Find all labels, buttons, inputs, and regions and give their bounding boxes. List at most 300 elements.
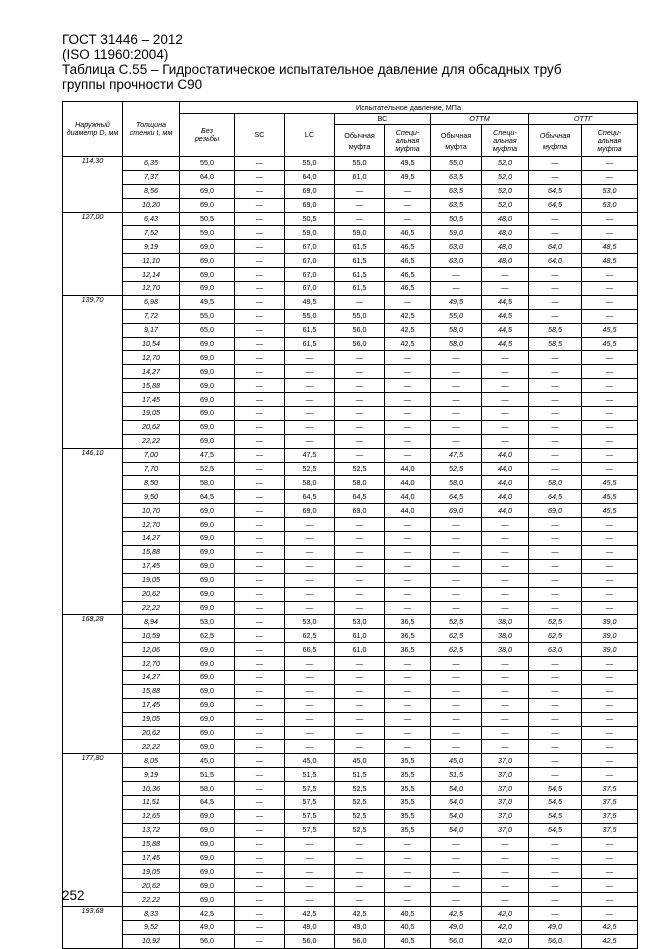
- pressure-cell: 49,0: [335, 920, 385, 934]
- pressure-cell: —: [385, 670, 431, 684]
- pressure-cell: 59,0: [180, 226, 235, 240]
- pressure-cell: 63,0: [431, 240, 482, 254]
- thickness-cell: 19,05: [123, 573, 180, 587]
- thickness-cell: 9,19: [123, 240, 180, 254]
- table-row: [63, 365, 638, 379]
- pressure-cell: 54,5: [529, 809, 582, 823]
- pressure-cell: —: [235, 865, 285, 879]
- pressure-cell: —: [235, 684, 285, 698]
- pressure-cell: —: [235, 240, 285, 254]
- table-row: [63, 559, 638, 573]
- pressure-cell: 47,5: [431, 448, 482, 462]
- pressure-cell: —: [529, 407, 582, 421]
- pressure-cell: —: [582, 268, 638, 282]
- pressure-cell: —: [529, 393, 582, 407]
- table-row: [63, 337, 638, 351]
- pressure-cell: —: [235, 768, 285, 782]
- pressure-cell: 69,0: [180, 532, 235, 546]
- pressure-cell: —: [482, 657, 529, 671]
- table-row: [63, 184, 638, 198]
- pressure-cell: —: [335, 740, 385, 754]
- pressure-cell: 53,0: [582, 184, 638, 198]
- pressure-cell: —: [335, 573, 385, 587]
- col-header-lc: LC: [285, 114, 335, 157]
- table-row: [63, 629, 638, 643]
- pressure-cell: —: [235, 448, 285, 462]
- pressure-cell: 45,0: [335, 754, 385, 768]
- pressure-cell: —: [335, 879, 385, 893]
- pressure-cell: —: [335, 587, 385, 601]
- pressure-cell: —: [385, 684, 431, 698]
- table-row: [63, 670, 638, 684]
- pressure-cell: —: [285, 601, 335, 615]
- pressure-cell: —: [582, 351, 638, 365]
- table-row: [63, 893, 638, 907]
- table-row: [63, 532, 638, 546]
- thickness-cell: 10,36: [123, 782, 180, 796]
- pressure-cell: 55,0: [285, 157, 335, 171]
- col-header-ottm: ОТТМ: [431, 114, 529, 125]
- pressure-cell: 44,0: [385, 504, 431, 518]
- pressure-cell: 58,0: [180, 476, 235, 490]
- table-row: [63, 476, 638, 490]
- pressure-cell: —: [529, 684, 582, 698]
- pressure-cell: —: [529, 212, 582, 226]
- pressure-cell: 54,0: [431, 823, 482, 837]
- pressure-cell: —: [385, 657, 431, 671]
- thickness-cell: 10,20: [123, 198, 180, 212]
- pressure-cell: —: [285, 407, 335, 421]
- pressure-cell: —: [335, 712, 385, 726]
- thickness-cell: 22,22: [123, 740, 180, 754]
- pressure-cell: 48,5: [582, 254, 638, 268]
- pressure-cell: —: [529, 573, 582, 587]
- pressure-cell: 38,0: [482, 615, 529, 629]
- pressure-cell: 61,0: [335, 629, 385, 643]
- pressure-cell: —: [335, 198, 385, 212]
- pressure-cell: 57,5: [285, 782, 335, 796]
- pressure-cell: —: [235, 323, 285, 337]
- pressure-cell: —: [385, 532, 431, 546]
- pressure-cell: 49,5: [431, 295, 482, 309]
- pressure-cell: —: [529, 893, 582, 907]
- pressure-cell: —: [335, 407, 385, 421]
- pressure-cell: 52,5: [180, 462, 235, 476]
- pressure-cell: 49,5: [385, 157, 431, 171]
- pressure-cell: 63,5: [431, 170, 482, 184]
- thickness-cell: 20,62: [123, 726, 180, 740]
- table-row: [63, 754, 638, 768]
- pressure-cell: —: [335, 893, 385, 907]
- col-header-bc: ВС: [335, 114, 431, 125]
- pressure-cell: 69,0: [180, 573, 235, 587]
- pressure-cell: —: [582, 893, 638, 907]
- table-row: [63, 504, 638, 518]
- thickness-cell: 8,33: [123, 907, 180, 921]
- pressure-cell: 45,5: [582, 476, 638, 490]
- thickness-cell: 9,50: [123, 490, 180, 504]
- pressure-cell: 50,5: [285, 212, 335, 226]
- pressure-cell: —: [285, 587, 335, 601]
- pressure-cell: —: [235, 809, 285, 823]
- diameter-cell: 127,00: [63, 212, 123, 295]
- pressure-cell: 69,0: [180, 198, 235, 212]
- table-row: [63, 282, 638, 296]
- pressure-cell: 51,5: [180, 768, 235, 782]
- pressure-cell: —: [385, 379, 431, 393]
- col-header-ottg-special: Специ-альная муфта: [582, 125, 638, 157]
- pressure-cell: —: [385, 698, 431, 712]
- pressure-cell: —: [235, 504, 285, 518]
- pressure-cell: —: [235, 518, 285, 532]
- thickness-cell: 10,54: [123, 337, 180, 351]
- pressure-cell: 44,0: [385, 490, 431, 504]
- thickness-cell: 6,43: [123, 212, 180, 226]
- pressure-cell: —: [235, 282, 285, 296]
- pressure-cell: —: [529, 268, 582, 282]
- pressure-cell: —: [482, 740, 529, 754]
- pressure-cell: —: [385, 573, 431, 587]
- pressure-cell: —: [235, 407, 285, 421]
- pressure-cell: 69,0: [180, 684, 235, 698]
- pressure-cell: 69,0: [180, 240, 235, 254]
- thickness-cell: 14,27: [123, 532, 180, 546]
- table-row: [63, 907, 638, 921]
- pressure-cell: —: [235, 934, 285, 948]
- pressure-cell: —: [235, 851, 285, 865]
- pressure-cell: 39,0: [582, 629, 638, 643]
- pressure-cell: 63,0: [529, 643, 582, 657]
- pressure-cell: —: [385, 545, 431, 559]
- pressure-cell: 45,0: [180, 754, 235, 768]
- pressure-cell: 64,5: [529, 184, 582, 198]
- col-header-diameter: Наружный диаметр D, мм: [63, 102, 123, 157]
- pressure-cell: 53,0: [180, 615, 235, 629]
- pressure-cell: —: [582, 712, 638, 726]
- pressure-cell: —: [235, 212, 285, 226]
- pressure-cell: 67,0: [285, 282, 335, 296]
- pressure-cell: 69,0: [180, 282, 235, 296]
- pressure-cell: 37,0: [482, 809, 529, 823]
- table-row: [63, 615, 638, 629]
- pressure-cell: 35,5: [385, 782, 431, 796]
- col-header-thickness: Толщина стенки t, мм: [123, 102, 180, 157]
- pressure-cell: —: [582, 907, 638, 921]
- pressure-cell: —: [235, 893, 285, 907]
- pressure-cell: —: [529, 532, 582, 546]
- pressure-cell: 59,0: [285, 226, 335, 240]
- pressure-cell: 44,0: [385, 476, 431, 490]
- pressure-cell: 52,5: [335, 809, 385, 823]
- pressure-cell: 69,0: [285, 184, 335, 198]
- pressure-cell: 65,0: [180, 323, 235, 337]
- pressure-cell: —: [431, 893, 482, 907]
- pressure-cell: 61,5: [285, 337, 335, 351]
- pressure-cell: 52,0: [482, 170, 529, 184]
- table-row: [63, 420, 638, 434]
- pressure-cell: —: [582, 865, 638, 879]
- pressure-cell: —: [529, 282, 582, 296]
- pressure-cell: 48,0: [482, 226, 529, 240]
- table-row: [63, 643, 638, 657]
- pressure-cell: —: [482, 712, 529, 726]
- page-number: 252: [62, 888, 85, 903]
- pressure-cell: 54,5: [529, 795, 582, 809]
- thickness-cell: 8,94: [123, 615, 180, 629]
- pressure-cell: —: [335, 698, 385, 712]
- pressure-cell: —: [385, 295, 431, 309]
- pressure-cell: —: [482, 518, 529, 532]
- pressure-cell: 69,0: [180, 712, 235, 726]
- pressure-cell: 58,0: [529, 476, 582, 490]
- pressure-cell: 52,5: [335, 462, 385, 476]
- pressure-cell: 52,5: [335, 823, 385, 837]
- thickness-cell: 13,72: [123, 823, 180, 837]
- col-header-sc: SC: [235, 114, 285, 157]
- pressure-cell: —: [431, 282, 482, 296]
- pressure-cell: —: [431, 393, 482, 407]
- pressure-cell: —: [285, 726, 335, 740]
- pressure-cell: —: [529, 434, 582, 448]
- table-row: [63, 379, 638, 393]
- pressure-cell: 58,0: [285, 476, 335, 490]
- pressure-cell: —: [285, 657, 335, 671]
- pressure-cell: 49,5: [385, 170, 431, 184]
- table-row: [63, 823, 638, 837]
- pressure-cell: 52,5: [431, 462, 482, 476]
- pressure-cell: —: [582, 212, 638, 226]
- pressure-cell: —: [235, 295, 285, 309]
- pressure-cell: 36,5: [385, 629, 431, 643]
- pressure-cell: 64,5: [431, 490, 482, 504]
- thickness-cell: 8,56: [123, 184, 180, 198]
- pressure-cell: —: [582, 837, 638, 851]
- pressure-cell: —: [285, 351, 335, 365]
- pressure-cell: —: [482, 420, 529, 434]
- pressure-cell: —: [235, 837, 285, 851]
- pressure-cell: 42,5: [385, 337, 431, 351]
- pressure-cell: 45,5: [582, 490, 638, 504]
- pressure-cell: —: [431, 365, 482, 379]
- pressure-cell: —: [285, 573, 335, 587]
- table-row: [63, 684, 638, 698]
- pressure-cell: —: [431, 657, 482, 671]
- pressure-cell: —: [235, 601, 285, 615]
- thickness-cell: 17,45: [123, 559, 180, 573]
- pressure-cell: 64,0: [529, 254, 582, 268]
- pressure-cell: 67,0: [285, 240, 335, 254]
- pressure-cell: 69,0: [180, 893, 235, 907]
- pressure-cell: —: [335, 295, 385, 309]
- pressure-cell: 69,0: [180, 254, 235, 268]
- pressure-cell: —: [385, 726, 431, 740]
- pressure-cell: 44,0: [482, 476, 529, 490]
- pressure-cell: —: [431, 726, 482, 740]
- pressure-cell: —: [529, 851, 582, 865]
- thickness-cell: 22,22: [123, 601, 180, 615]
- pressure-cell: —: [235, 907, 285, 921]
- table-row: [63, 198, 638, 212]
- pressure-cell: —: [482, 893, 529, 907]
- pressure-cell: —: [431, 879, 482, 893]
- pressure-cell: —: [235, 420, 285, 434]
- pressure-cell: —: [235, 476, 285, 490]
- pressure-cell: 46,5: [385, 268, 431, 282]
- pressure-cell: —: [335, 518, 385, 532]
- pressure-cell: —: [582, 879, 638, 893]
- pressure-cell: 42,0: [482, 907, 529, 921]
- pressure-cell: 42,5: [582, 920, 638, 934]
- thickness-cell: 7,70: [123, 462, 180, 476]
- pressure-cell: 42,5: [285, 907, 335, 921]
- pressure-cell: 69,0: [180, 851, 235, 865]
- pressure-cell: 44,5: [482, 295, 529, 309]
- thickness-cell: 20,62: [123, 587, 180, 601]
- pressure-cell: 37,5: [582, 823, 638, 837]
- pressure-cell: 49,0: [180, 920, 235, 934]
- pressure-cell: 64,0: [180, 170, 235, 184]
- pressure-cell: —: [529, 740, 582, 754]
- pressure-cell: 69,0: [180, 643, 235, 657]
- pressure-cell: —: [582, 726, 638, 740]
- table-row: [63, 448, 638, 462]
- pressure-cell: 42,0: [482, 934, 529, 948]
- pressure-cell: —: [529, 865, 582, 879]
- pressure-cell: 40,5: [385, 907, 431, 921]
- pressure-cell: 35,5: [385, 768, 431, 782]
- diameter-cell: 177,80: [63, 754, 123, 907]
- pressure-cell: —: [482, 351, 529, 365]
- pressure-cell: —: [235, 754, 285, 768]
- table-row: [63, 934, 638, 948]
- table-row: [63, 879, 638, 893]
- pressure-cell: —: [582, 379, 638, 393]
- thickness-cell: 10,92: [123, 934, 180, 948]
- pressure-cell: —: [285, 684, 335, 698]
- pressure-cell: 69,0: [180, 365, 235, 379]
- pressure-cell: 39,0: [582, 615, 638, 629]
- thickness-cell: 19,05: [123, 407, 180, 421]
- pressure-cell: —: [529, 879, 582, 893]
- pressure-cell: —: [582, 309, 638, 323]
- pressure-cell: —: [482, 532, 529, 546]
- pressure-cell: —: [482, 407, 529, 421]
- pressure-cell: —: [285, 379, 335, 393]
- pressure-cell: 52,0: [482, 157, 529, 171]
- pressure-cell: —: [235, 434, 285, 448]
- pressure-cell: 44,0: [482, 462, 529, 476]
- thickness-cell: 20,62: [123, 420, 180, 434]
- pressure-cell: 64,5: [335, 490, 385, 504]
- thickness-cell: 22,22: [123, 434, 180, 448]
- pressure-cell: 54,5: [529, 782, 582, 796]
- pressure-cell: —: [582, 698, 638, 712]
- pressure-cell: —: [235, 795, 285, 809]
- pressure-cell: 42,5: [180, 907, 235, 921]
- pressure-cell: 53,0: [285, 615, 335, 629]
- pressure-cell: —: [235, 462, 285, 476]
- pressure-cell: 39,0: [582, 643, 638, 657]
- pressure-cell: 48,5: [582, 240, 638, 254]
- pressure-cell: 66,5: [285, 643, 335, 657]
- pressure-cell: 49,5: [285, 295, 335, 309]
- pressure-cell: —: [235, 268, 285, 282]
- pressure-cell: 54,0: [431, 782, 482, 796]
- pressure-cell: 37,0: [482, 795, 529, 809]
- pressure-cell: —: [529, 670, 582, 684]
- pressure-cell: 35,5: [385, 809, 431, 823]
- pressure-cell: —: [235, 587, 285, 601]
- thickness-cell: 9,17: [123, 323, 180, 337]
- pressure-cell: —: [335, 448, 385, 462]
- pressure-cell: —: [482, 851, 529, 865]
- pressure-cell: —: [385, 865, 431, 879]
- table-row: [63, 768, 638, 782]
- pressure-cell: —: [529, 157, 582, 171]
- pressure-cell: 55,0: [431, 309, 482, 323]
- pressure-cell: —: [385, 393, 431, 407]
- pressure-cell: —: [235, 226, 285, 240]
- pressure-cell: 59,0: [431, 226, 482, 240]
- pressure-cell: —: [431, 532, 482, 546]
- pressure-cell: 38,0: [482, 629, 529, 643]
- pressure-cell: —: [529, 545, 582, 559]
- thickness-cell: 12,14: [123, 268, 180, 282]
- pressure-cell: —: [235, 726, 285, 740]
- pressure-cell: —: [335, 684, 385, 698]
- pressure-cell: 69,0: [180, 809, 235, 823]
- pressure-cell: —: [582, 601, 638, 615]
- pressure-cell: —: [431, 434, 482, 448]
- thickness-cell: 15,88: [123, 379, 180, 393]
- pressure-cell: 62,5: [180, 629, 235, 643]
- pressure-cell: 57,5: [285, 823, 335, 837]
- pressure-cell: —: [431, 268, 482, 282]
- pressure-cell: 69,0: [180, 740, 235, 754]
- table-row: [63, 518, 638, 532]
- pressure-cell: —: [482, 282, 529, 296]
- table-row: [63, 462, 638, 476]
- pressure-cell: —: [235, 532, 285, 546]
- pressure-cell: —: [335, 559, 385, 573]
- pressure-cell: —: [385, 851, 431, 865]
- pressure-cell: 56,0: [335, 337, 385, 351]
- pressure-cell: 40,5: [385, 934, 431, 948]
- pressure-cell: 52,5: [335, 782, 385, 796]
- pressure-cell: —: [335, 365, 385, 379]
- pressure-cell: —: [285, 532, 335, 546]
- pressure-cell: —: [582, 684, 638, 698]
- pressure-cell: —: [482, 879, 529, 893]
- pressure-cell: —: [582, 740, 638, 754]
- pressure-cell: 69,0: [285, 198, 335, 212]
- pressure-cell: —: [235, 309, 285, 323]
- pressure-cell: —: [529, 420, 582, 434]
- pressure-cell: 42,5: [431, 907, 482, 921]
- table-row: [63, 809, 638, 823]
- diameter-cell: 139,70: [63, 295, 123, 448]
- pressure-cell: —: [529, 559, 582, 573]
- pressure-cell: —: [431, 740, 482, 754]
- pressure-cell: —: [235, 920, 285, 934]
- pressure-cell: 69,0: [180, 518, 235, 532]
- thickness-cell: 20,62: [123, 879, 180, 893]
- pressure-cell: —: [582, 448, 638, 462]
- pressure-table: [62, 101, 638, 949]
- pressure-cell: 69,0: [180, 184, 235, 198]
- pressure-cell: 56,0: [285, 934, 335, 948]
- pressure-cell: —: [235, 490, 285, 504]
